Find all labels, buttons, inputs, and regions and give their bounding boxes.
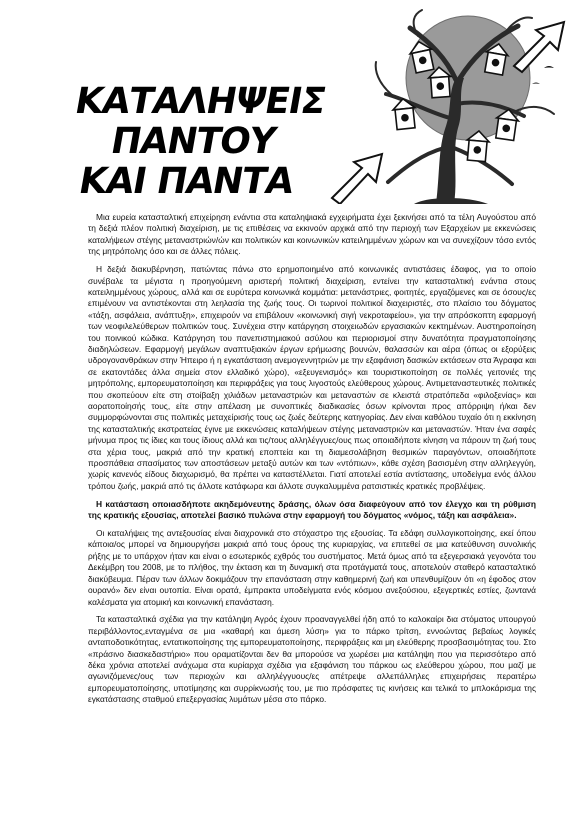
title-line-2: ΚΑΙ ΠΑΝΤΑ bbox=[75, 161, 297, 202]
article-body bbox=[88, 212, 536, 712]
title-line-1: ΚΑΤΑΛΗΨΕΙΣ ΠΑΝΤΟΥ bbox=[71, 81, 329, 162]
paragraph-4: Οι καταλήψεις της αντεξουσίας είναι διαχρονικά στο στόχαστρο της εξουσίας. Τα εδάφη συλλογικοποίησης, εκεί όπου κάποια/ος μπορεί να δημιουργήσει μακριά από τους όρους της κυριαρχίας, να επιτεθεί σε μια κατεύθυνση συνολικής ρήξης με το υπάρχον ήταν και είναι ο εσωτερικός εχθρός του συστήματος. Μετά όμως από τα εξεγερσιακά γεγονότα του Δεκέμβρη του 2008, με το πλήθος, την έκταση και τη δυναμική στα προτάγματά τους, αποτελούν σταθερό κατασταλτικό διακύβευμα. Πέραν των άλλων δοκιμάζουν την επανάσταση στην καθημερινή ζωή και υπενθυμίζουν ότι «η έφοδος στον ουρανό» δεν είναι ουτοπία. Είναι ορατά, έμπρακτα υποδείγματα ενός κόσμου ανεξούσιου, εξεγερτικές εστίες, ζωντανά καλέσματα για ατομική και κοινωνική επανάσταση. bbox=[88, 528, 536, 607]
paragraph-3-bold: Η κατάσταση οποιασδήποτε ακηδεμόνευτης δράσης, όλων όσα διαφεύγουν από τον έλεγχο και τη ρύθμιση της κρατικής εξουσίας, αποτελεί βασικό πυλώνα στην εφαρμογή του δόγματος «νόμος, τάξη και ασφάλεια». bbox=[88, 498, 536, 521]
paragraph-2: Η δεξιά διακυβέρνηση, πατώντας πάνω στο ερημοποιημένο από κοινωνικές αντιστάσεις έδαφος, για το οποίο συνέβαλε τα μέγιστα η προηγούμενη αριστερή πολιτική διαχείριση, εντείνει την κατασταλτική ενάντια στους κατειλημμένους χώρους, αλλά και σε ευρύτερα κοινωνικά κομμάτια: μετανάστριες, φοιτητές, εργαζόμενες και σε όσους/ες επιμένουν να αντιστέκονται στη λεηλασία της ζωής τους. Οι τωρινοί πολιτικοί διαχειριστές, στο πλαίσιο του δόγματος «τάξη, ασφάλεια, ανάπτυξη», επιχειρούν να επιβάλουν «κοινωνική σιγή νεκροταφείου», για την απρόσκοπτη εφαρμογή των νεοφιλελεύθερων πολιτικών τους. Συνέχεια στην κατάργηση στοιχειωδών εργασιακών κεκτημένων. Αυστηροποίηση του ποινικού κώδικα. Κατάργηση του πανεπιστημιακού ασύλου και περιορισμοί στην δυνατότητα πραγματοποίησης διαδηλώσεων. Εφαρμογή μεγάλων αναπτυξιακών έργων ερήμωσης βουνών, θαλασσών και αέρα (όπως οι εξορύξεις υδρογονανθράκων στην Ήπειρο ή η εγκατάσταση ανεμογεννητριών με την εξαφάνιση δασικών εκτάσεων στα Άγραφα και σε εκατοντάδες άλλα σημεία στον ελλαδικό χώρο), «εξευγενισμός» και τουριστικοποίηση σε πολλές γειτονιές της μητρόπολης, εμπορευματοποίηση και περιφράξεις για τους λιγοστούς ελεύθερους χώρους. Αντιμεταναστευτικές πολιτικές που σκοπεύουν είτε στη στοίβαξη χιλιάδων μεταναστριών και μεταναστών σε κλειστά στρατόπεδα «φιλοξενίας» και αορατοποίησής τους, είτε στην απέλαση με συνοπτικές διαδικασίες όσων κρίνονται προς απόρριψη ή/και δεν συμμορφώνονται στις πολιτικές μεταχείρισής τους ως ζωές δεύτερης κατηγορίας. Δεν είναι καθόλου τυχαίο ότι η εκκίνηση της κατασταλτικής εκστρατείας έγινε με εκκενώσεις καταλήψεων στέγης μεταναστριών και μεταναστών. Ήταν ένα σαφές μήνυμα προς τις ίδιες και τους ίδιους αλλά και τις/τους αλληλέγγυες/ους πως οποιαδήποτε κίνηση να πάρουν τη ζωή τους στα χέρια τους, μακριά από την κρατική εποπτεία και τη διαμεσολάβηση θεσμικών παραγόντων, οποιαδήποτε προσπάθεια σπασίματος των αποστάσεων μεταξύ αυτών και των «ντόπιων», κάθε σχέση βασισμένη στην αλληλεγγύη, χωρίς κανενός είδους διαχωρισμό, θα πρέπει να καταστέλλεται. Γιατί αποτελεί εστία αντίστασης, υποδείγμα ενός άλλου τρόπου ζωής, μακριά από τις άλλοτε κατάφωρα και άλλοτε συγκαλυμμένα ρατσιστικές κρατικές προβλέψεις. bbox=[88, 264, 536, 491]
paragraph-1: Μια ευρεία κατασταλτική επιχείρηση ενάντια στα καταληψιακά εγχειρήματα έχει ξεκινήσει από τα τέλη Αυγούστου από τη δεξιά πλέον πολιτική διαχείριση, με τις επιθέσεις να εκκινούν αρχικά από την περιοχή των Εξαρχείων με εκκενώσεις καταλήψεων στέγης μεταναστριών/ών και πολιτικών και κοινωνικών κατειλημμένων χώρων και να συνεχίζουν τόσο εντός της μητρόπολης όσο και σε άλλες πόλεις. bbox=[88, 212, 536, 257]
tree-birdhouses-illustration bbox=[318, 8, 570, 204]
poster-title bbox=[17, 82, 368, 202]
paragraph-5: Τα κατασταλτικά σχέδια για την κατάληψη Αγρός έχουν προαναγγελθεί ήδη από το καλοκαίρι δια στόματος υπουργού περιβάλλοντος,ενταγμένα σε μια «καθαρή και άμεση λύση» για το πάρκο τρίτση, εννοώντας βεβαίως λογικές ανταποδοτικότητας, εντατικοποίησης της εμπορευματοποίησης, περιφράξεις και μη ελεύθερης προσβασιμότητας του. Στο «πράσινο διασκεδαστήριο» που οραματίζονται δεν θα μπορούσε να χωρέσει μια κατάληψη που για περισσότερο από δέκα χρόνια αποτελεί ανάχωμα στα κυρίαρχα σχέδια για εξαφάνιση του πάρκου ως ελεύθερου χώρου, που μαζί με αγωνιζόμενες/ους των περιοχών και αλληλέγγυους/ες απέτρεψε αλλεπάλληλες επιχειρήσεις περαιτέρω εμπορευματοποίησης, υποτίμησης και συρρίκνωσής του, με πιο πρόσφατες τις κινήσεις και τελικά το μπλοκάρισμα της εγκατάστασης σταθμού επεξεργασίας λυμάτων μέσα στο πάρκο. bbox=[88, 614, 536, 705]
